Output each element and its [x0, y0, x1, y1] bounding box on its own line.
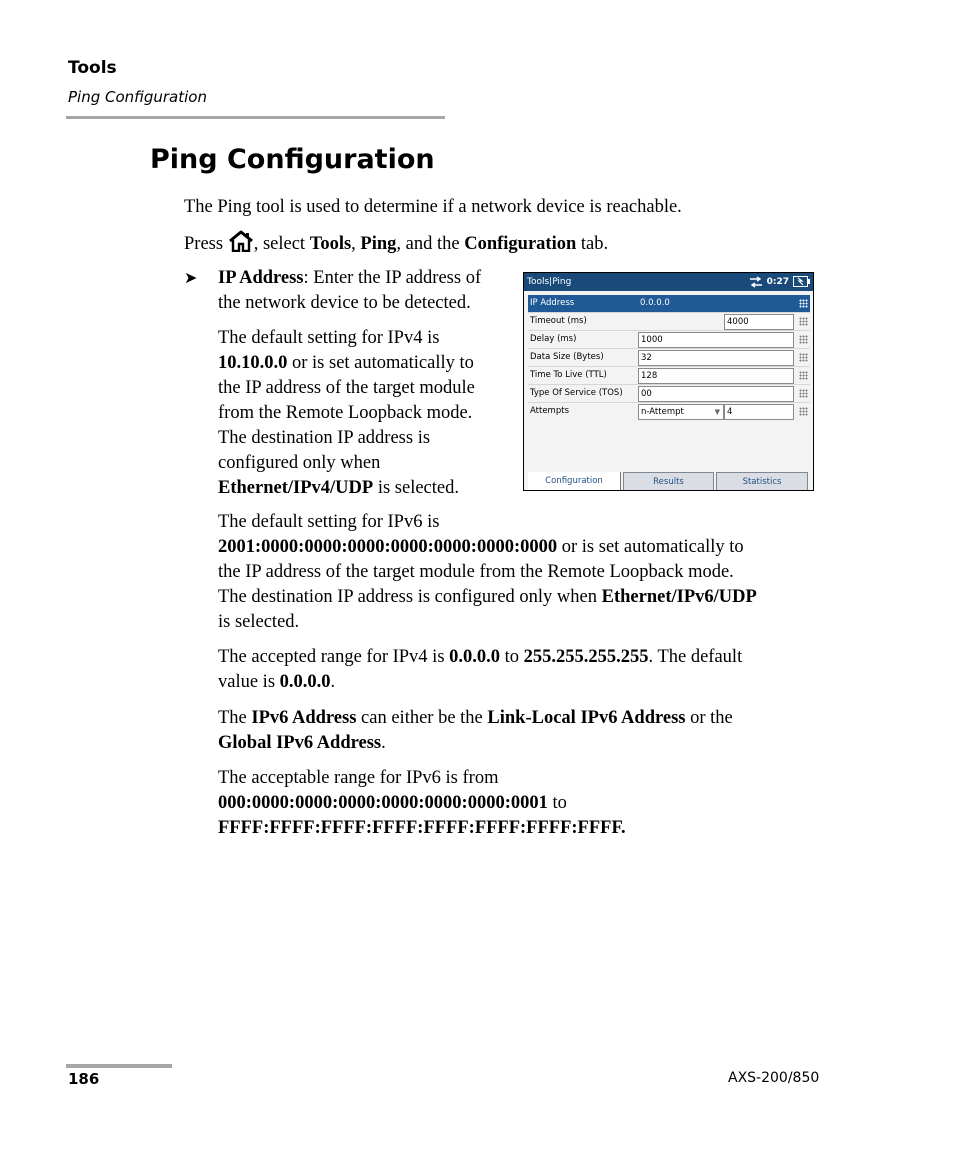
tos-field[interactable]: 00 [638, 386, 794, 402]
ipv4-range-default: 0.0.0.0 [279, 672, 331, 692]
ipv4-default-line: configured only when [218, 453, 381, 473]
keypad-icon[interactable] [799, 317, 808, 326]
ipv6-default-line: is selected. [218, 612, 300, 632]
row-label: Delay (ms) [530, 334, 577, 344]
page-number: 186 [68, 1070, 100, 1088]
tab-statistics[interactable]: Statistics [716, 472, 808, 490]
ipv6-range-paragraph [218, 766, 818, 841]
battery-icon [793, 276, 810, 287]
ipv4-range-text: . [330, 672, 336, 692]
ipv6-addr-text: . [381, 733, 386, 753]
ipv6-range-from: 000:0000:0000:0000:0000:0000:0000:0001 [218, 793, 548, 813]
ipv4-default-line: or is set automatically to [287, 353, 474, 373]
ip-address-desc-1: : Enter the IP address of [303, 268, 482, 288]
global-ipv6-term: Global IPv6 Address [218, 733, 382, 753]
timeout-field[interactable]: 4000 [724, 314, 794, 330]
ipv6-range-text: The acceptable range for IPv6 is from [218, 768, 499, 788]
transfer-icon [749, 276, 763, 288]
configuration-term: Configuration [464, 234, 577, 254]
header-divider [66, 116, 445, 119]
tab-configuration[interactable]: Configuration [528, 472, 621, 490]
ipv4-range-upper: 255.255.255.255 [523, 647, 649, 667]
ipv4-range-text: to [500, 647, 524, 667]
ttl-field[interactable]: 128 [638, 368, 794, 384]
row-label: Attempts [530, 406, 569, 416]
tab-results[interactable]: Results [623, 472, 714, 490]
and-the-text: , and the [396, 234, 460, 254]
row-ttl[interactable] [528, 367, 810, 385]
ip-address-desc-2: the network device to be detected. [218, 293, 471, 313]
select-text: , select [253, 234, 306, 254]
ipv4-default-line: the IP address of the target module [218, 378, 475, 398]
row-label: IP Address [530, 298, 575, 308]
ipv6-default-line: The destination IP address is configured only when [218, 587, 602, 607]
keypad-icon[interactable] [799, 407, 808, 416]
bullet-arrow: ➤ [184, 270, 198, 287]
ipv4-default-line: The default setting for IPv4 is [218, 328, 440, 348]
running-header-section: Tools [68, 58, 117, 78]
row-label: Data Size (Bytes) [530, 352, 604, 362]
device-clock: 0:27 [766, 277, 789, 287]
ipv4-range-from: 0.0.0.0 [449, 647, 501, 667]
home-icon [228, 230, 254, 252]
attempts-mode-value: n-Attempt [641, 407, 684, 417]
ipv6-default-line: The default setting for IPv6 is [218, 512, 440, 532]
row-attempts[interactable] [528, 403, 810, 420]
product-name: AXS-200/850 [728, 1070, 820, 1086]
ipv6-addr-text: can either be the [356, 708, 488, 728]
keypad-icon[interactable] [799, 335, 808, 344]
keypad-icon[interactable] [799, 353, 808, 362]
tools-term: Tools [309, 234, 352, 254]
settings-grid [528, 295, 810, 420]
row-timeout[interactable] [528, 313, 810, 331]
tab-bar [528, 472, 812, 490]
ipv6-range-upper: FFFF:FFFF:FFFF:FFFF:FFFF:FFFF:FFFF:FFFF. [218, 818, 626, 838]
ipv4-default-line: is selected. [373, 478, 459, 498]
comma-text: , [351, 234, 356, 254]
ipv6-mode-term: Ethernet/IPv6/UDP [601, 587, 757, 607]
press-instruction [184, 230, 608, 257]
ipv4-range-text: . The default [648, 647, 743, 667]
attempts-mode-select[interactable] [638, 404, 724, 420]
ipv6-default-paragraph [218, 510, 818, 635]
delay-field[interactable]: 1000 [638, 332, 794, 348]
chevron-down-icon[interactable]: ▼ [714, 408, 720, 416]
ip-address-bullet [218, 266, 518, 316]
running-header-subsection: Ping Configuration [68, 88, 207, 106]
device-title-bar [524, 273, 813, 291]
ipv4-default-line: The destination IP address is [218, 428, 431, 448]
press-text: Press [184, 234, 224, 254]
footer-divider [66, 1064, 172, 1068]
device-screenshot [523, 272, 814, 491]
ipv6-addr-text: The [218, 708, 252, 728]
ipv4-range-text: The accepted range for IPv4 is [218, 647, 450, 667]
keypad-icon[interactable] [799, 371, 808, 380]
ipv6-address-paragraph [218, 706, 818, 756]
ipv6-default-value: 2001:0000:0000:0000:0000:0000:0000:0000 [218, 537, 558, 557]
row-delay[interactable] [528, 331, 810, 349]
ipv6-addr-text: or the [685, 708, 733, 728]
row-tos[interactable] [528, 385, 810, 403]
row-data-size[interactable] [528, 349, 810, 367]
ipv4-range-text: value is [218, 672, 280, 692]
row-label: Time To Live (TTL) [530, 370, 607, 380]
device-title: Tools|Ping [527, 277, 572, 287]
data-size-field[interactable]: 32 [638, 350, 794, 366]
keypad-icon[interactable] [799, 299, 808, 308]
ipv6-range-text: to [547, 793, 567, 813]
row-ip-address[interactable] [528, 295, 810, 313]
row-label: Type Of Service (TOS) [530, 388, 623, 398]
ipv6-address-term: IPv6 Address [251, 708, 357, 728]
tab-text: tab. [580, 234, 609, 254]
ipv6-default-line: the IP address of the target module from the Remote Loopback mode. [218, 562, 734, 582]
link-local-term: Link-Local IPv6 Address [487, 708, 686, 728]
keypad-icon[interactable] [799, 389, 808, 398]
ip-address-field[interactable]: 0.0.0.0 [640, 298, 670, 308]
ipv4-default-line: from the Remote Loopback mode. [218, 403, 473, 423]
page-title: Ping Configuration [150, 144, 435, 175]
ipv4-mode-term: Ethernet/IPv4/UDP [218, 478, 374, 498]
ipv4-range-paragraph [218, 645, 818, 695]
intro-paragraph: The Ping tool is used to determine if a network device is reachable. [184, 197, 682, 217]
attempts-field[interactable]: 4 [724, 404, 794, 420]
ipv4-default-paragraph [218, 326, 518, 501]
ipv6-default-line: or is set automatically to [557, 537, 744, 557]
row-label: Timeout (ms) [530, 316, 587, 326]
ipv4-default-value: 10.10.0.0 [218, 353, 288, 373]
ip-address-term: IP Address [218, 268, 304, 288]
ping-term: Ping [360, 234, 397, 254]
